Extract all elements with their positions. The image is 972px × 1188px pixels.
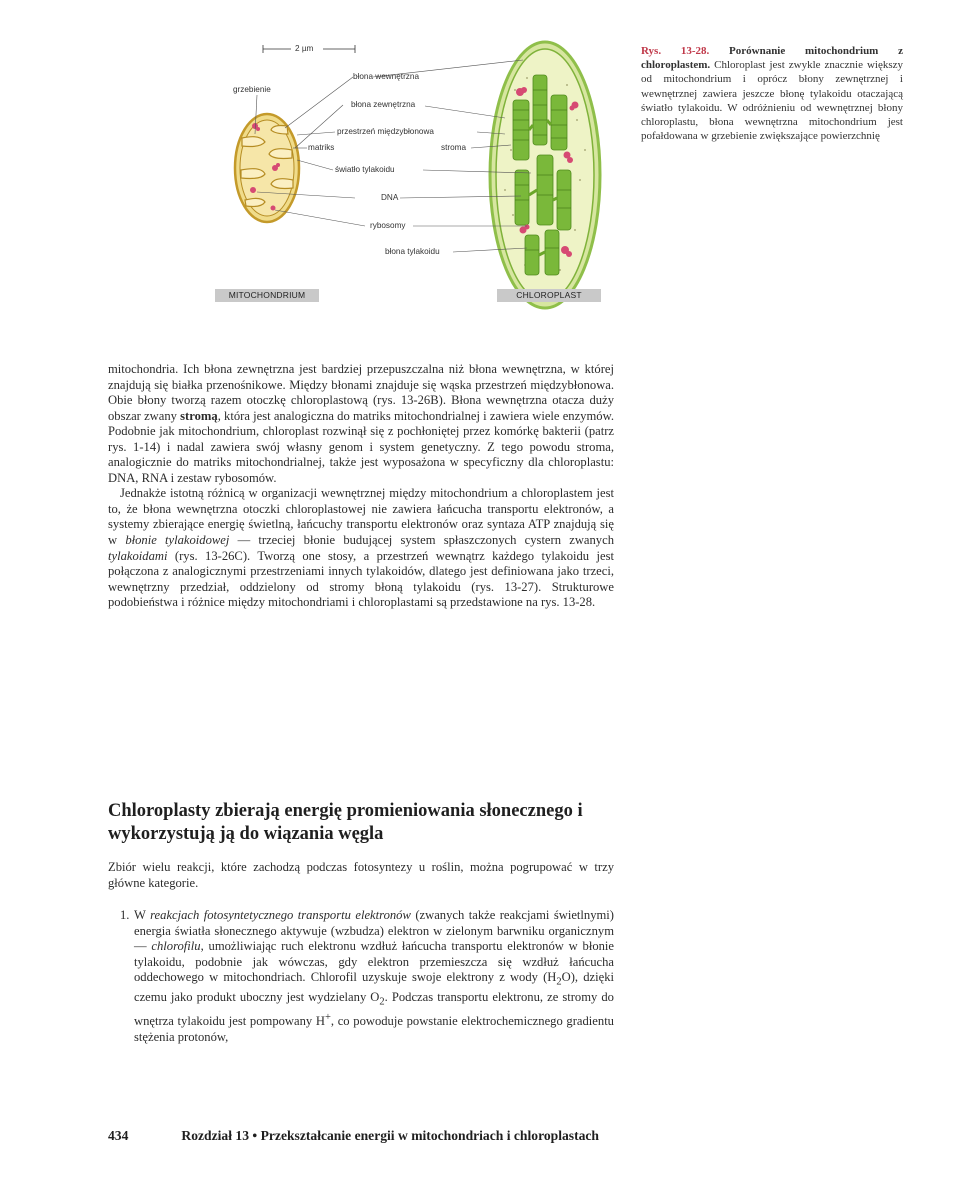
section-heading: Chloroplasty zbierają energię promieniowania słonecznego i wykorzystują ją do wiązania węgla [108, 801, 583, 844]
scale-label: 2 µm [295, 44, 314, 53]
label-outer-membrane: błona wewnętrzna [353, 72, 419, 81]
label-grzebienie: grzebienie [233, 85, 271, 94]
label-thylakoid-lumen: światło tylakoidu [335, 165, 395, 174]
chloroplast-drawing [490, 42, 600, 308]
label-intermembrane-space: przestrzeń międzybłonowa [337, 127, 434, 136]
label-ribosomes: rybosomy [370, 221, 406, 230]
caption-text: Chloroplast jest zwykle znacznie większy od mitochondrium i oprócz błony zewnętrznej i wewnętrznej zawiera jeszcze błonę tylakoidu otaczającą światło tylakoidu. W odróżnieniu od wewnętrznej błony chloroplastu, błona wewnętrzna mitochondrium jest pofałdowana w grzebienie zwiększające powierzchnię [641, 59, 904, 143]
section-intro: Zbiór wielu reakcji, które zachodzą podczas fotosyntezy u roślin, można pogrupować w trzy główne kategorie. [108, 860, 614, 890]
page-footer [108, 1128, 728, 1144]
footer-chapter-title: Przekształcanie energii w mitochondriach i chloroplastach [260, 1128, 599, 1143]
chloroplast-label-box: CHLOROPLAST [497, 289, 601, 302]
label-inner-membrane: błona zewnętrzna [351, 100, 416, 109]
label-dna: DNA [381, 193, 399, 202]
list-item-number: 1. [120, 908, 130, 922]
paragraph-1: mitochondria. Ich błona zewnętrzna jest bardziej przepuszczalna niż błona wewnętrzna, w której znajdują się białka przenośnikowe. Między błonami znajduje się wąska przestrzeń międzybłonowa. Obie błony tworzą razem otoczkę chloroplastową (rys. 13-26B). Błona wewnętrzna otacza duży obszar zwany stromą, która jest analogiczna do matriks mitochondrialnej i zawiera wiele enzymów. Podobnie jak mitochondrium, chloroplast rozwinął się z pochłoniętej przez komórkę bakterii (patrz rys. 1-14) i nadal zawiera swój własny genom i system genetyczny. Z tego powodu stroma, analogicznie do matriks mitochondrialnej, także jest wyposażona w specyficzny dla chloroplastu: DNA, RNA i zestaw rybosomów. [108, 362, 614, 485]
label-thylakoid-membrane: błona tylakoidu [385, 247, 440, 256]
mitochondrion-drawing [235, 114, 299, 222]
figure-mitochondrion-chloroplast [215, 30, 615, 310]
list-item [108, 908, 614, 1046]
caption-title: Porównanie mitochondrium z chloroplastem. [641, 45, 903, 72]
caption-figure-number: Rys. 13-28. [641, 45, 710, 57]
page-number: 434 [108, 1128, 129, 1143]
label-matrix: matriks [308, 143, 335, 152]
list-item-text: W reakcjach fotosyntetycznego transportu elektronów (zwanych także reakcjami świetlnymi) energia światła słonecznego aktywuje (wzbudza) elektron w zielonym barwniku organicznym — chlorofilu, umożliwiając ruch elektronu wzdłuż łańcucha transportu elektronów w błonie tylakoidu, podobnie jak wówczas, gdy elektron przemieszcza się wzdłuż łańcucha oddechowego w mitochondriach. Chlorofil uzyskuje swoje elektrony z wody $(H_2O)$, dzięki czemu jako produkt uboczny jest wydzielany $O_2$. Podczas transportu elektronu, ze stromy do wnętrza tylakoidu jest pompowany H+, co powoduje powstanie elektrochemicznego gradientu stężenia protonów, [134, 908, 615, 1045]
figure-caption [641, 44, 903, 143]
term-thylakoids: tylakoidami [108, 548, 168, 563]
label-stroma: stroma [441, 143, 467, 152]
term-stroma: stromą [180, 408, 218, 423]
footer-chapter: Rozdział 13 [181, 1128, 249, 1143]
paragraph-2: Jednakże istotną różnicą w organizacji wewnętrznej między mitochondrium a chloroplastem jest to, że błona wewnętrzna otoczki chloroplastowej nie zawiera łańcucha transportu elektronów, a systemy zbierające energię świetlną, łańcuchy transportu elektronów oraz syntaza ATP znajdują się w błonie tylakoidowej — trzeciej błonie budującej system spłaszczonych cystern zwanych tylakoidami (rys. 13-26C). Tworzą one stosy, a przestrzeń wewnątrz każdego tylakoidu jest połączona z analogicznymi przestrzeniami innych tylakoidów, dlatego jest definiowana jako trzeci, wewnętrzny przedział, oddzielony od stromy błoną tylakoidu (rys. 13-27). Strukturowe podobieństwa i różnice między mitochondriami i chloroplastami są przedstawione na rys. 13-28. [108, 486, 614, 610]
mitochondrion-label-box: MITOCHONDRIUM [215, 289, 319, 302]
footer-bullet: • [252, 1128, 258, 1143]
body-text [108, 362, 614, 611]
term-thylakoid-membrane: błonie tylakoidowej [125, 533, 230, 548]
